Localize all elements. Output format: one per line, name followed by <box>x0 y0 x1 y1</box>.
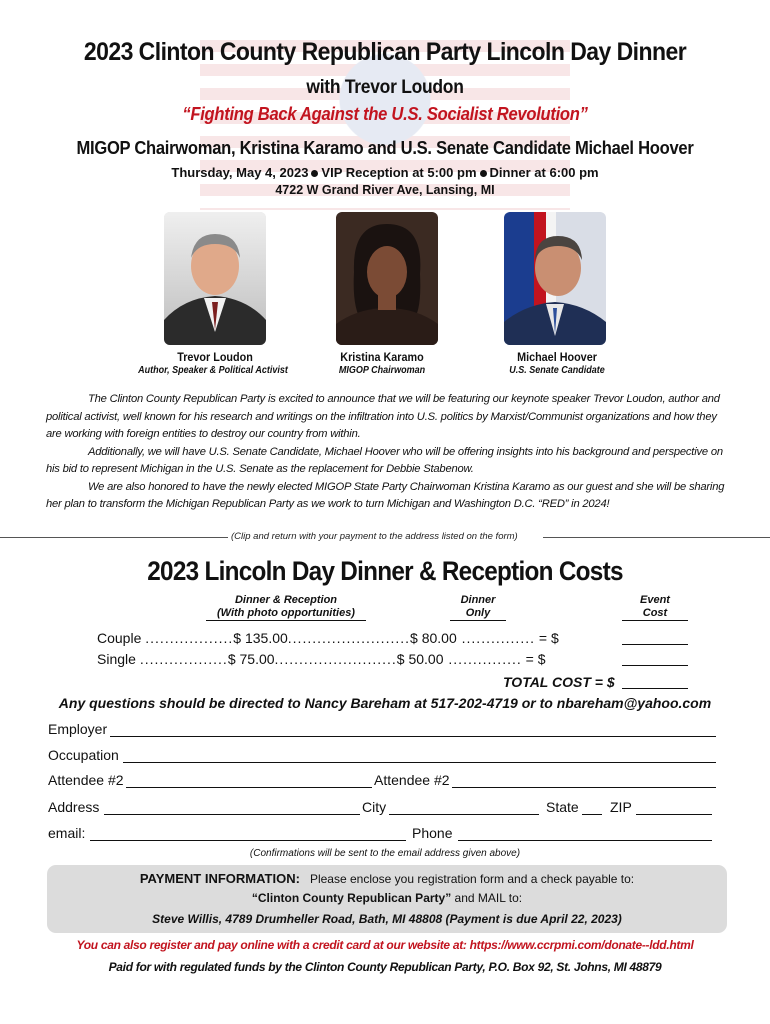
email-phone-row <box>48 825 716 843</box>
city-label: City <box>362 799 387 815</box>
employer-label: Employer <box>48 721 108 737</box>
paid-for-disclaimer: Paid for with regulated funds by the Clinton County Republican Party, P.O. Box 92, St. Johns, MI 48879 <box>108 960 662 974</box>
page-title: 2023 Clinton County Republican Party Lincoln Day Dinner <box>83 38 687 66</box>
trevor-loudon-photo <box>164 212 266 345</box>
attendee-field[interactable] <box>452 787 716 788</box>
row-label: Single <box>97 651 136 667</box>
phone-field[interactable] <box>458 840 712 841</box>
cost-row-couple: Couple ..................$ 135.00.........................$ 80.00 ............... = $ <box>97 630 559 646</box>
col-dinner-only: Dinner Only <box>450 594 506 621</box>
person-name: Trevor Loudon <box>177 350 253 364</box>
payee: “Clinton County Republican Party” <box>251 891 452 905</box>
zip-label: ZIP <box>610 799 632 815</box>
row-label: Couple <box>97 630 142 646</box>
event-date: Thursday, May 4, 2023 <box>171 165 309 180</box>
dinner-time: Dinner at 6:00 pm <box>489 165 599 180</box>
intro-paragraph: We are also honored to have the newly elected MIGOP State Party Chairwoman Kristina Karamo as our guest and she will be sharing her plan to transform the Michigan Republican Party as we work to turn Michigan and Washington D.C. “RED” in 2024! <box>46 480 725 510</box>
email-label: email: <box>48 825 86 841</box>
event-address: 4722 W Grand River Ave, Lansing, MI <box>275 183 495 197</box>
employer-row <box>48 721 716 739</box>
occupation-row <box>48 747 716 765</box>
state-label: State <box>546 799 579 815</box>
address-label: Address <box>48 799 100 815</box>
vip-time: VIP Reception at 5:00 pm <box>321 165 477 180</box>
occupation-label: Occupation <box>48 747 119 763</box>
payment-instructions: Please enclose you registration form and a check payable to: <box>309 872 635 886</box>
cost-row-single: Single ..................$ 75.00.........................$ 50.00 ............... = $ <box>97 651 546 667</box>
col-dinner-reception: Dinner & Reception (With photo opportunities) <box>206 594 366 621</box>
email-field[interactable] <box>90 840 406 841</box>
page-subtitle: with Trevor Loudon <box>306 77 464 98</box>
person-role: MIGOP Chairwoman <box>338 365 426 376</box>
address-row <box>48 799 716 817</box>
dinner-price: $ 80.00 <box>410 630 457 646</box>
single-cost-field[interactable] <box>622 649 688 666</box>
city-field[interactable] <box>389 814 539 815</box>
phone-label: Phone <box>412 825 453 841</box>
attendee-field[interactable] <box>126 787 372 788</box>
bullet-icon <box>311 170 318 177</box>
payee-line <box>47 891 727 905</box>
costs-title: 2023 Lincoln Day Dinner & Reception Costs <box>147 556 623 586</box>
bullet-icon <box>480 170 487 177</box>
event-dateline <box>0 165 770 180</box>
confirmation-note: (Confirmations will be sent to the email address given above) <box>249 848 521 859</box>
attendee-row <box>48 772 716 790</box>
attendee-label: Attendee #2 <box>374 772 450 788</box>
state-field[interactable] <box>582 814 602 815</box>
attendee-label: Attendee #2 <box>48 772 124 788</box>
online-registration[interactable]: You can also register and pay online with a credit card at our website at: https://www.ccrpmi.com/donate--ldd.html <box>76 938 694 952</box>
employer-field[interactable] <box>110 736 716 737</box>
questions-contact: Any questions should be directed to Nancy Bareham at 517-202-4719 or to nbareham@yahoo.com <box>58 695 712 711</box>
person-role: U.S. Senate Candidate <box>509 365 605 376</box>
occupation-field[interactable] <box>123 762 716 763</box>
payment-label: PAYMENT INFORMATION: <box>139 871 300 886</box>
speakers-line: MIGOP Chairwoman, Kristina Karamo and U.S. Senate Candidate Michael Hoover <box>76 138 694 158</box>
clip-instructions: (Clip and return with your payment to the address listed on the form) <box>231 531 518 542</box>
total-cost-field[interactable] <box>622 672 688 689</box>
dinner-price: $ 50.00 <box>396 651 444 667</box>
intro-text <box>46 391 726 514</box>
zip-field[interactable] <box>636 814 712 815</box>
couple-cost-field[interactable] <box>622 628 688 645</box>
address-field[interactable] <box>104 814 360 815</box>
total-cost-label: TOTAL COST = $ <box>503 674 615 690</box>
intro-paragraph: Additionally, we will have U.S. Senate Candidate, Michael Hoover who will be offering insights into his background and perspective on his bid to represent Michigan in the U.S. Senate as the replacement for Debbie Stabenow. <box>46 445 723 475</box>
payment-instructions-line <box>47 871 727 886</box>
payment-box <box>47 865 727 933</box>
mail-to: and MAIL to: <box>451 891 523 905</box>
michael-hoover-photo <box>504 212 606 345</box>
person-name: Michael Hoover <box>517 350 597 364</box>
person-role: Author, Speaker & Political Activist <box>138 365 288 376</box>
reception-price: $ 135.00 <box>233 630 288 646</box>
intro-paragraph: The Clinton County Republican Party is excited to announce that we will be featuring our keynote speaker Trevor Loudon, author and political activist, well known for his research and writings on the infiltration into U.S. politics by Marxist/Communist organizations and how they are working with foreign entities to destroy our country from within. <box>46 393 720 440</box>
clip-divider <box>0 531 770 543</box>
col-event-cost: Event Cost <box>622 594 688 621</box>
mail-address: Steve Willis, 4789 Drumheller Road, Bath, MI 48808 (Payment is due April 22, 2023) <box>152 912 622 926</box>
person-name: Kristina Karamo <box>340 350 424 364</box>
event-tagline: “Fighting Back Against the U.S. Socialist Revolution” <box>182 104 588 124</box>
reception-price: $ 75.00 <box>227 651 275 667</box>
kristina-karamo-photo <box>336 212 438 345</box>
